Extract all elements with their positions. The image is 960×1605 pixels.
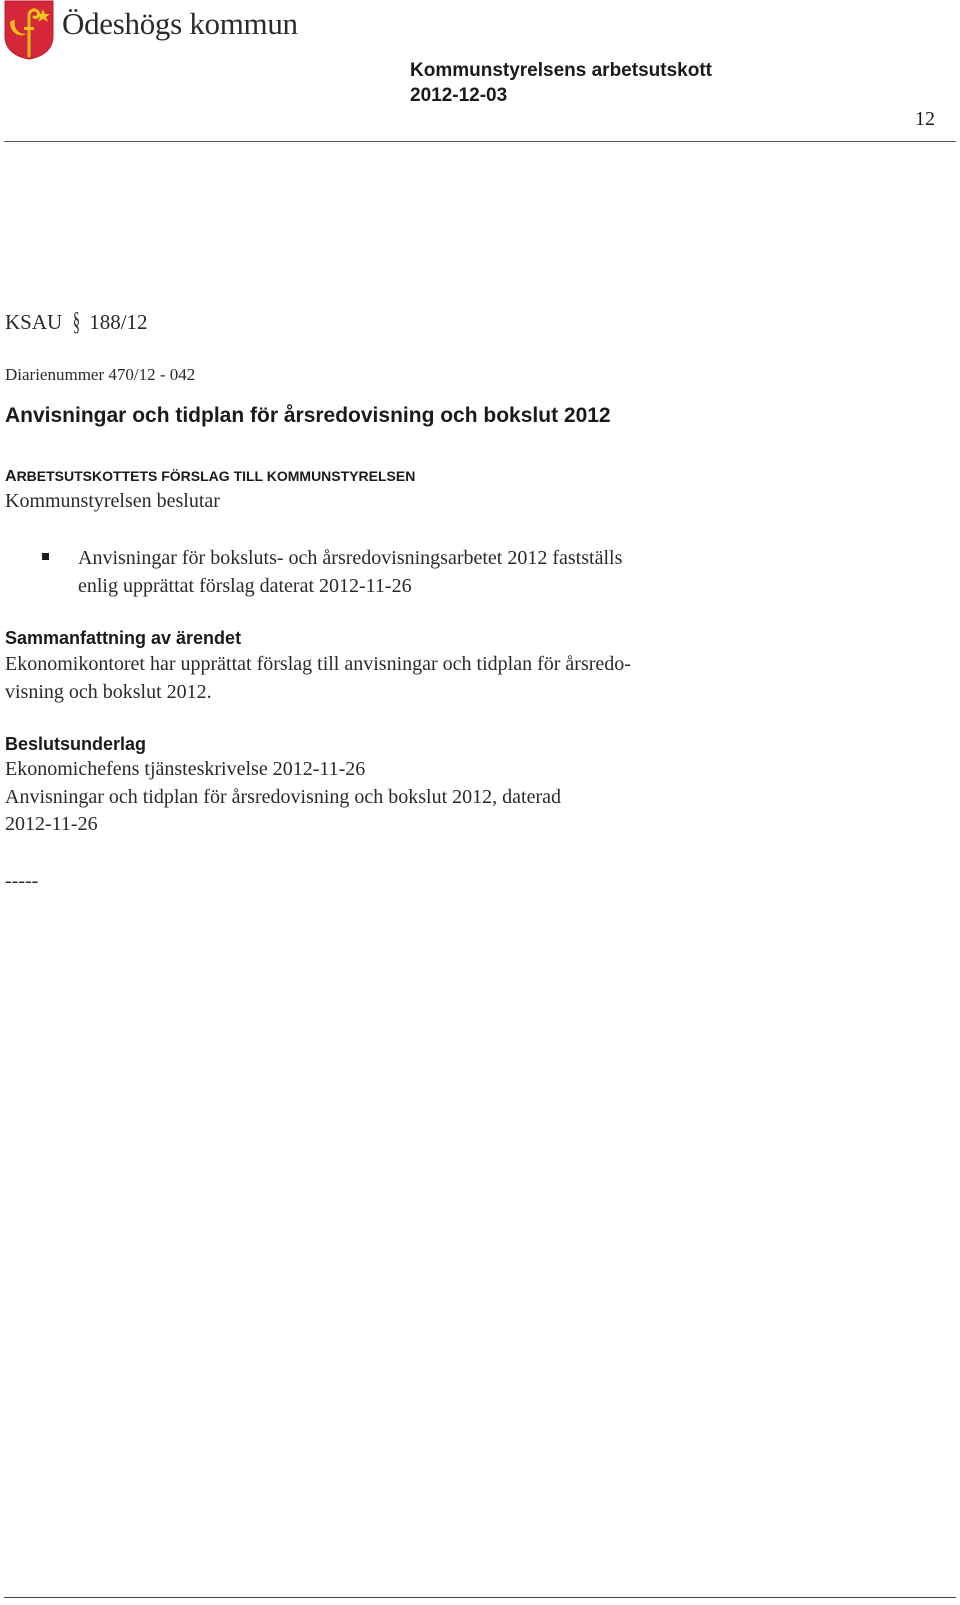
summary-text-line: Ekonomikontoret har upprättat förslag till anvisningar och tidplan för årsredo- xyxy=(5,653,631,675)
proposal-heading-rest: RBETSUTSKOTTETS FÖRSLAG TILL KOMMUNSTYRELSEN xyxy=(16,468,416,484)
case-reference xyxy=(5,309,148,335)
page-number: 12 xyxy=(915,108,935,130)
bullet-text-line: enlig upprättat förslag daterat 2012-11-26 xyxy=(78,575,412,597)
basis-text-line: Ekonomichefens tjänsteskrivelse 2012-11-26 xyxy=(5,758,366,780)
bullet-square-icon xyxy=(42,553,49,560)
basis-heading: Beslutsunderlag xyxy=(5,734,147,754)
header-divider xyxy=(4,141,956,142)
proposal-heading-initial: A xyxy=(5,468,17,485)
bullet-text-line: Anvisningar för boksluts- och årsredovisningsarbetet 2012 fastställs xyxy=(78,547,623,569)
case-reference-prefix: KSAU xyxy=(5,309,63,334)
diary-number: Diarienummer 470/12 - 042 xyxy=(5,365,196,384)
meeting-date: 2012-12-03 xyxy=(410,85,508,106)
summary-heading: Sammanfattning av ärendet xyxy=(5,628,242,648)
summary-text-line: visning och bokslut 2012. xyxy=(5,681,212,703)
basis-text-line: Anvisningar och tidplan för årsredovisning och bokslut 2012, daterad xyxy=(5,786,561,808)
proposal-heading xyxy=(5,468,415,486)
document-title: Anvisningar och tidplan för årsredovisning och bokslut 2012 xyxy=(5,404,611,427)
decision-intro: Kommunstyrelsen beslutar xyxy=(5,490,220,512)
committee-name: Kommunstyrelsens arbetsutskott xyxy=(410,60,712,81)
municipality-name: Ödeshögs kommun xyxy=(62,6,298,41)
case-reference-number: 188/12 xyxy=(89,309,148,334)
municipal-coat-of-arms-icon xyxy=(4,0,54,60)
basis-text-line: 2012-11-26 xyxy=(5,813,98,835)
end-mark: ----- xyxy=(5,870,39,892)
footer-divider xyxy=(4,1597,956,1598)
section-sign: § xyxy=(73,307,81,336)
